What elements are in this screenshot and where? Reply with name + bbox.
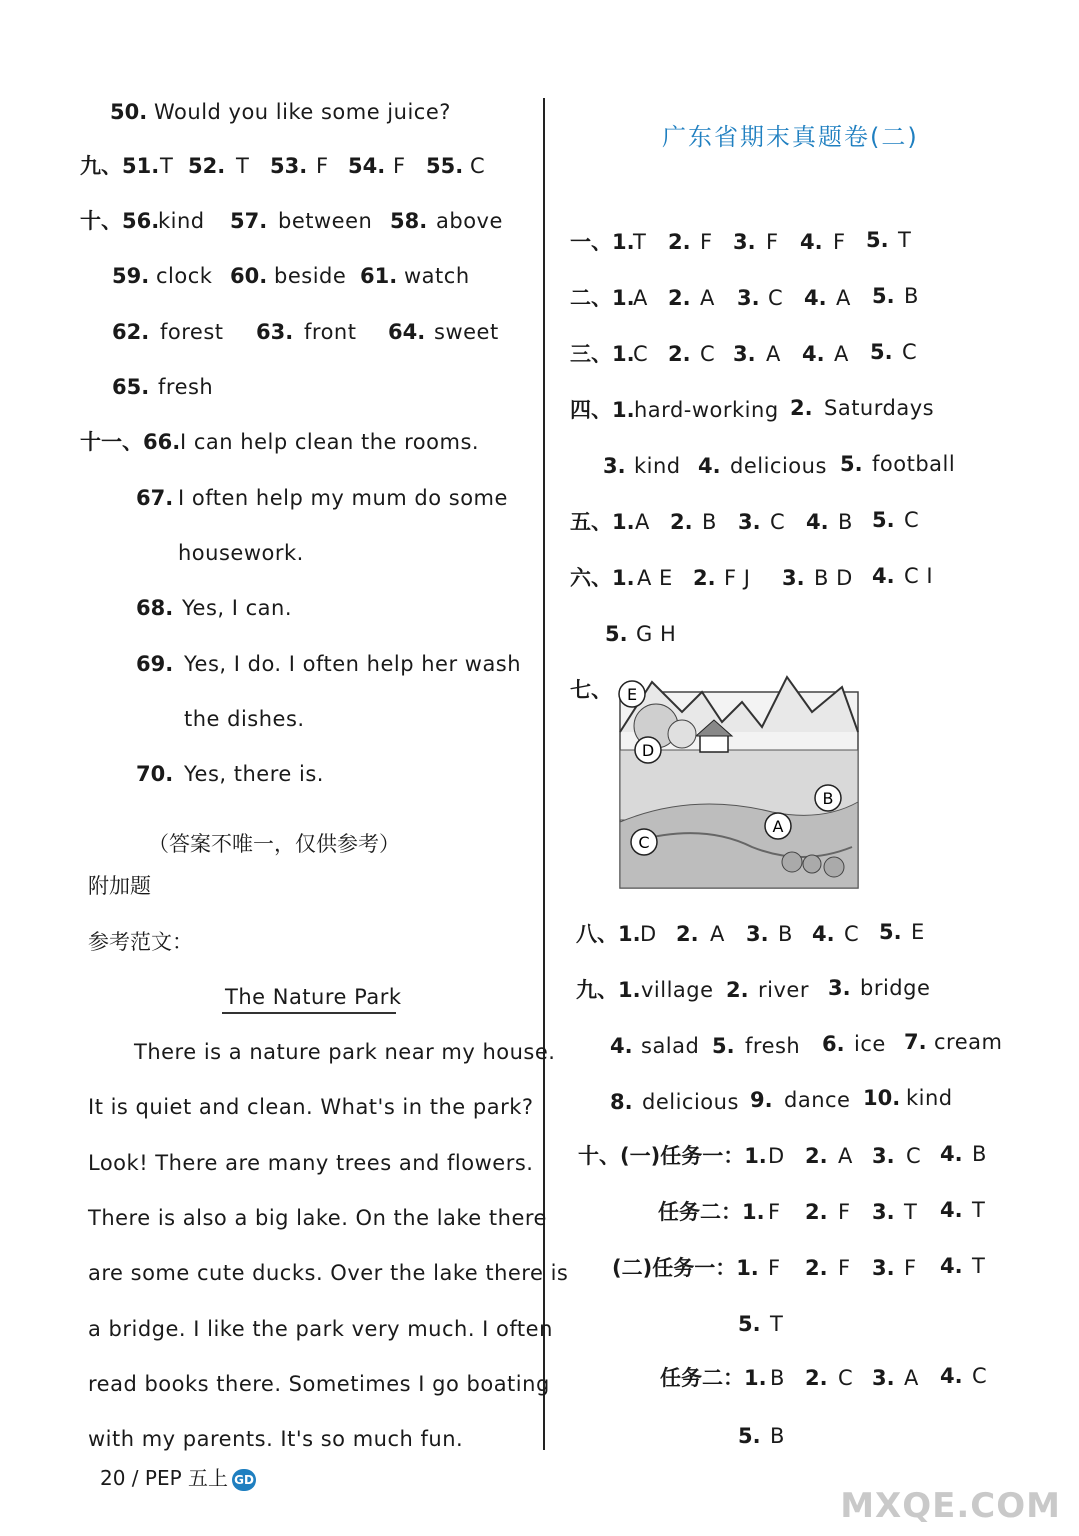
answer-text: hard-working <box>634 398 779 422</box>
answer-text: dance <box>784 1088 851 1112</box>
answer-text: F <box>393 154 406 178</box>
answer-number: 三、1. <box>570 342 635 366</box>
answer-number: 6. <box>822 1032 845 1056</box>
answer-text: F J <box>724 566 751 590</box>
answer-number: 3. <box>603 454 626 478</box>
answer-number: 63. <box>256 320 294 344</box>
answer-number: 5. <box>872 284 895 308</box>
answer-number: 5. <box>738 1312 761 1336</box>
answer-number: 四、1. <box>570 398 635 422</box>
answer-text: C <box>972 1364 988 1388</box>
essay-line: Look! There are many trees and flowers. <box>88 1150 534 1175</box>
answer-text: C <box>844 922 860 946</box>
answer-number: 九、51. <box>80 154 160 178</box>
answer-text: the dishes. <box>184 707 305 731</box>
answer-text: F <box>833 230 846 254</box>
picture-label: A <box>772 817 784 836</box>
answer-number: 3. <box>872 1366 895 1390</box>
answer-text: D <box>640 922 657 946</box>
answer-text: village <box>641 978 714 1002</box>
answer-text: A <box>710 922 725 946</box>
essay-line: It is quiet and clean. What's in the park? <box>88 1095 534 1120</box>
answer-number: 2. <box>668 286 691 310</box>
answer-text: B <box>770 1366 785 1390</box>
answer-text: F <box>766 230 779 254</box>
answer-number: 二、1. <box>570 286 635 310</box>
answer-number: 2. <box>805 1366 828 1390</box>
answer-number: 七、 <box>570 678 612 702</box>
answer-text: B <box>838 510 853 534</box>
answer-number: 3. <box>872 1144 895 1168</box>
essay-line: are some cute ducks. Over the lake there is <box>88 1261 569 1286</box>
answer-number: 55. <box>426 154 464 178</box>
answer-number: 7. <box>904 1030 927 1054</box>
answer-number: (二)任务一：1. <box>612 1256 759 1280</box>
answer-number: 5. <box>872 508 895 532</box>
answer-text: front <box>304 320 357 344</box>
answer-number: 62. <box>112 320 150 344</box>
sample-label: 参考范文： <box>88 930 193 954</box>
answer-text: C I <box>904 564 934 588</box>
column-divider <box>543 98 545 1450</box>
answer-text: T <box>904 1200 918 1224</box>
section-title: 广东省期末真题卷(二) <box>662 123 919 151</box>
essay-line: with my parents. It's so much fun. <box>88 1427 464 1452</box>
answer-number: 4. <box>872 564 895 588</box>
answer-number: 60. <box>230 264 268 288</box>
answer-text: football <box>872 452 956 476</box>
answer-number: 9. <box>750 1088 773 1112</box>
answer-text: watch <box>404 264 470 288</box>
answer-number: 4. <box>804 286 827 310</box>
picture-label: E <box>626 685 638 704</box>
answer-text: cream <box>934 1030 1003 1054</box>
page-footer <box>100 1462 256 1491</box>
answer-number: 4. <box>698 454 721 478</box>
picture-label: B <box>822 789 834 808</box>
answer-number: 4. <box>800 230 823 254</box>
answer-number: 2. <box>676 922 699 946</box>
picture-label: C <box>638 833 650 852</box>
answer-text: Saturdays <box>824 396 935 420</box>
answer-text: A <box>834 342 849 366</box>
answer-text: A <box>836 286 851 310</box>
answer-text: T <box>898 228 912 252</box>
answer-text: Yes, I can. <box>182 596 293 620</box>
answer-number: 3. <box>872 1200 895 1224</box>
answer-number: 2. <box>668 342 691 366</box>
answer-number: 2. <box>805 1256 828 1280</box>
answer-text: T <box>633 230 647 254</box>
answer-text: delicious <box>642 1090 739 1114</box>
answer-text: F <box>700 230 713 254</box>
answer-text: F <box>768 1256 781 1280</box>
park-picture <box>612 672 860 890</box>
answer-text: Would you like some juice? <box>154 100 451 124</box>
answer-text: kind <box>158 209 205 233</box>
answer-text: F <box>316 154 329 178</box>
answer-text: C <box>633 342 649 366</box>
answer-text: ice <box>854 1032 886 1056</box>
answer-text: A <box>766 342 781 366</box>
answer-text: A <box>700 286 715 310</box>
answer-text: between <box>278 209 373 233</box>
answer-text: F <box>838 1200 851 1224</box>
answer-text: river <box>758 978 809 1002</box>
answer-text: fresh <box>745 1034 801 1058</box>
answer-number: 59. <box>112 264 150 288</box>
answer-number: 4. <box>610 1034 633 1058</box>
page-number: 20 / PEP 五上 <box>100 1466 229 1490</box>
answer-number: 57. <box>230 209 268 233</box>
answer-number: 5. <box>879 920 902 944</box>
answer-text: C <box>906 1144 922 1168</box>
answer-text: T <box>236 154 250 178</box>
answer-number: 3. <box>872 1256 895 1280</box>
answer-number: 4. <box>806 510 829 534</box>
essay-title: The Nature Park <box>225 985 402 1009</box>
note: （答案不唯一，仅供参考） <box>148 832 400 856</box>
answer-number: 5. <box>866 228 889 252</box>
answer-text: I often help my mum do some <box>178 486 508 510</box>
answer-text: clock <box>156 264 213 288</box>
answer-text: B <box>770 1424 785 1448</box>
answer-number: 70. <box>136 762 174 786</box>
answer-text: housework. <box>178 541 304 565</box>
answer-text: C <box>902 340 918 364</box>
essay-line: There is a nature park near my house. <box>134 1040 556 1064</box>
answer-number: 64. <box>388 320 426 344</box>
answer-text: C <box>470 154 486 178</box>
answer-number: 2. <box>693 566 716 590</box>
answer-text: kind <box>906 1086 953 1110</box>
extra-heading: 附加题 <box>88 874 151 898</box>
answer-text: A <box>635 510 650 534</box>
answer-number: 一、1. <box>570 230 635 254</box>
answer-text: G H <box>636 622 677 646</box>
answer-text: A <box>633 286 648 310</box>
essay-line: read books there. Sometimes I go boating <box>88 1371 550 1396</box>
answer-number: 任务二：1. <box>660 1366 767 1390</box>
answer-number: 5. <box>605 622 628 646</box>
answer-text: delicious <box>730 454 827 478</box>
answer-number: 3. <box>746 922 769 946</box>
answer-number: 69. <box>136 652 174 676</box>
answer-text: fresh <box>158 375 214 399</box>
answer-text: C <box>770 510 786 534</box>
answer-text: forest <box>160 320 224 344</box>
answer-number: 十、56. <box>80 209 160 233</box>
answer-number: 3. <box>828 976 851 1000</box>
answer-number: 十一、66. <box>80 430 181 454</box>
answer-number: 2. <box>790 396 813 420</box>
answer-number: 十、(一)任务一：1. <box>578 1144 767 1168</box>
answer-text: A <box>904 1366 919 1390</box>
answer-number: 2. <box>668 230 691 254</box>
answer-number: 九、1. <box>576 978 641 1002</box>
answer-number: 5. <box>712 1034 735 1058</box>
answer-number: 61. <box>360 264 398 288</box>
essay-line: There is also a big lake. On the lake there <box>88 1205 547 1230</box>
answer-text: T <box>160 154 174 178</box>
answer-number: 3. <box>733 342 756 366</box>
answer-text: B <box>778 922 793 946</box>
answer-number: 54. <box>348 154 386 178</box>
picture-label: D <box>641 741 655 760</box>
answer-number: 58. <box>390 209 428 233</box>
essay-line: a bridge. I like the park very much. I often <box>88 1316 553 1341</box>
answer-number: 五、1. <box>570 510 635 534</box>
answer-number: 65. <box>112 375 150 399</box>
answer-text: T <box>972 1198 986 1222</box>
answer-number: 4. <box>812 922 835 946</box>
answer-number: 5. <box>738 1424 761 1448</box>
answer-text: B <box>904 284 919 308</box>
answer-text: I can help clean the rooms. <box>180 430 480 454</box>
answer-text: F <box>838 1256 851 1280</box>
answer-text: sweet <box>434 320 499 344</box>
answer-number: 4. <box>802 342 825 366</box>
answer-number: 2. <box>805 1200 828 1224</box>
answer-number: 2. <box>805 1144 828 1168</box>
answer-number: 2. <box>670 510 693 534</box>
answer-text: B <box>702 510 717 534</box>
answer-text: Yes, there is. <box>184 762 324 786</box>
answer-number: 2. <box>726 978 749 1002</box>
answer-number: 4. <box>940 1364 963 1388</box>
answer-number: 8. <box>610 1090 633 1114</box>
answer-number: 52. <box>188 154 226 178</box>
essay-title-underline <box>222 1012 396 1014</box>
answer-number: 5. <box>840 452 863 476</box>
answer-text: D <box>768 1144 785 1168</box>
answer-text: kind <box>634 454 681 478</box>
answer-text: salad <box>641 1034 700 1058</box>
answer-text: A <box>838 1144 853 1168</box>
answer-text: beside <box>274 264 347 288</box>
answer-number: 50. <box>110 100 148 124</box>
answer-number: 10. <box>863 1086 901 1110</box>
answer-text: above <box>436 209 503 233</box>
answer-text: F <box>904 1256 917 1280</box>
answer-number: 3. <box>738 510 761 534</box>
answer-number: 3. <box>733 230 756 254</box>
answer-text: B D <box>814 566 853 590</box>
answer-number: 八、1. <box>576 922 641 946</box>
answer-text: C <box>904 508 920 532</box>
gd-badge: GD <box>232 1469 256 1491</box>
answer-text: B <box>972 1142 987 1166</box>
answer-text: Yes, I do. I often help her wash <box>184 652 522 676</box>
answer-number: 3. <box>782 566 805 590</box>
watermark: MXQE.COM <box>840 1486 1061 1526</box>
answer-number: 六、1. <box>570 566 635 590</box>
answer-text: C <box>768 286 784 310</box>
answer-number: 67. <box>136 486 174 510</box>
answer-number: 4. <box>940 1198 963 1222</box>
answer-text: T <box>770 1312 784 1336</box>
answer-number: 3. <box>737 286 760 310</box>
answer-text: T <box>972 1254 986 1278</box>
answer-number: 68. <box>136 596 174 620</box>
answer-number: 4. <box>940 1254 963 1278</box>
answer-text: A E <box>637 566 673 590</box>
answer-number: 53. <box>270 154 308 178</box>
answer-number: 任务二：1. <box>658 1200 765 1224</box>
answer-text: C <box>838 1366 854 1390</box>
answer-number: 5. <box>870 340 893 364</box>
answer-text: bridge <box>860 976 931 1000</box>
answer-text: C <box>700 342 716 366</box>
answer-text: F <box>768 1200 781 1224</box>
answer-text: E <box>911 920 925 944</box>
answer-number: 4. <box>940 1142 963 1166</box>
